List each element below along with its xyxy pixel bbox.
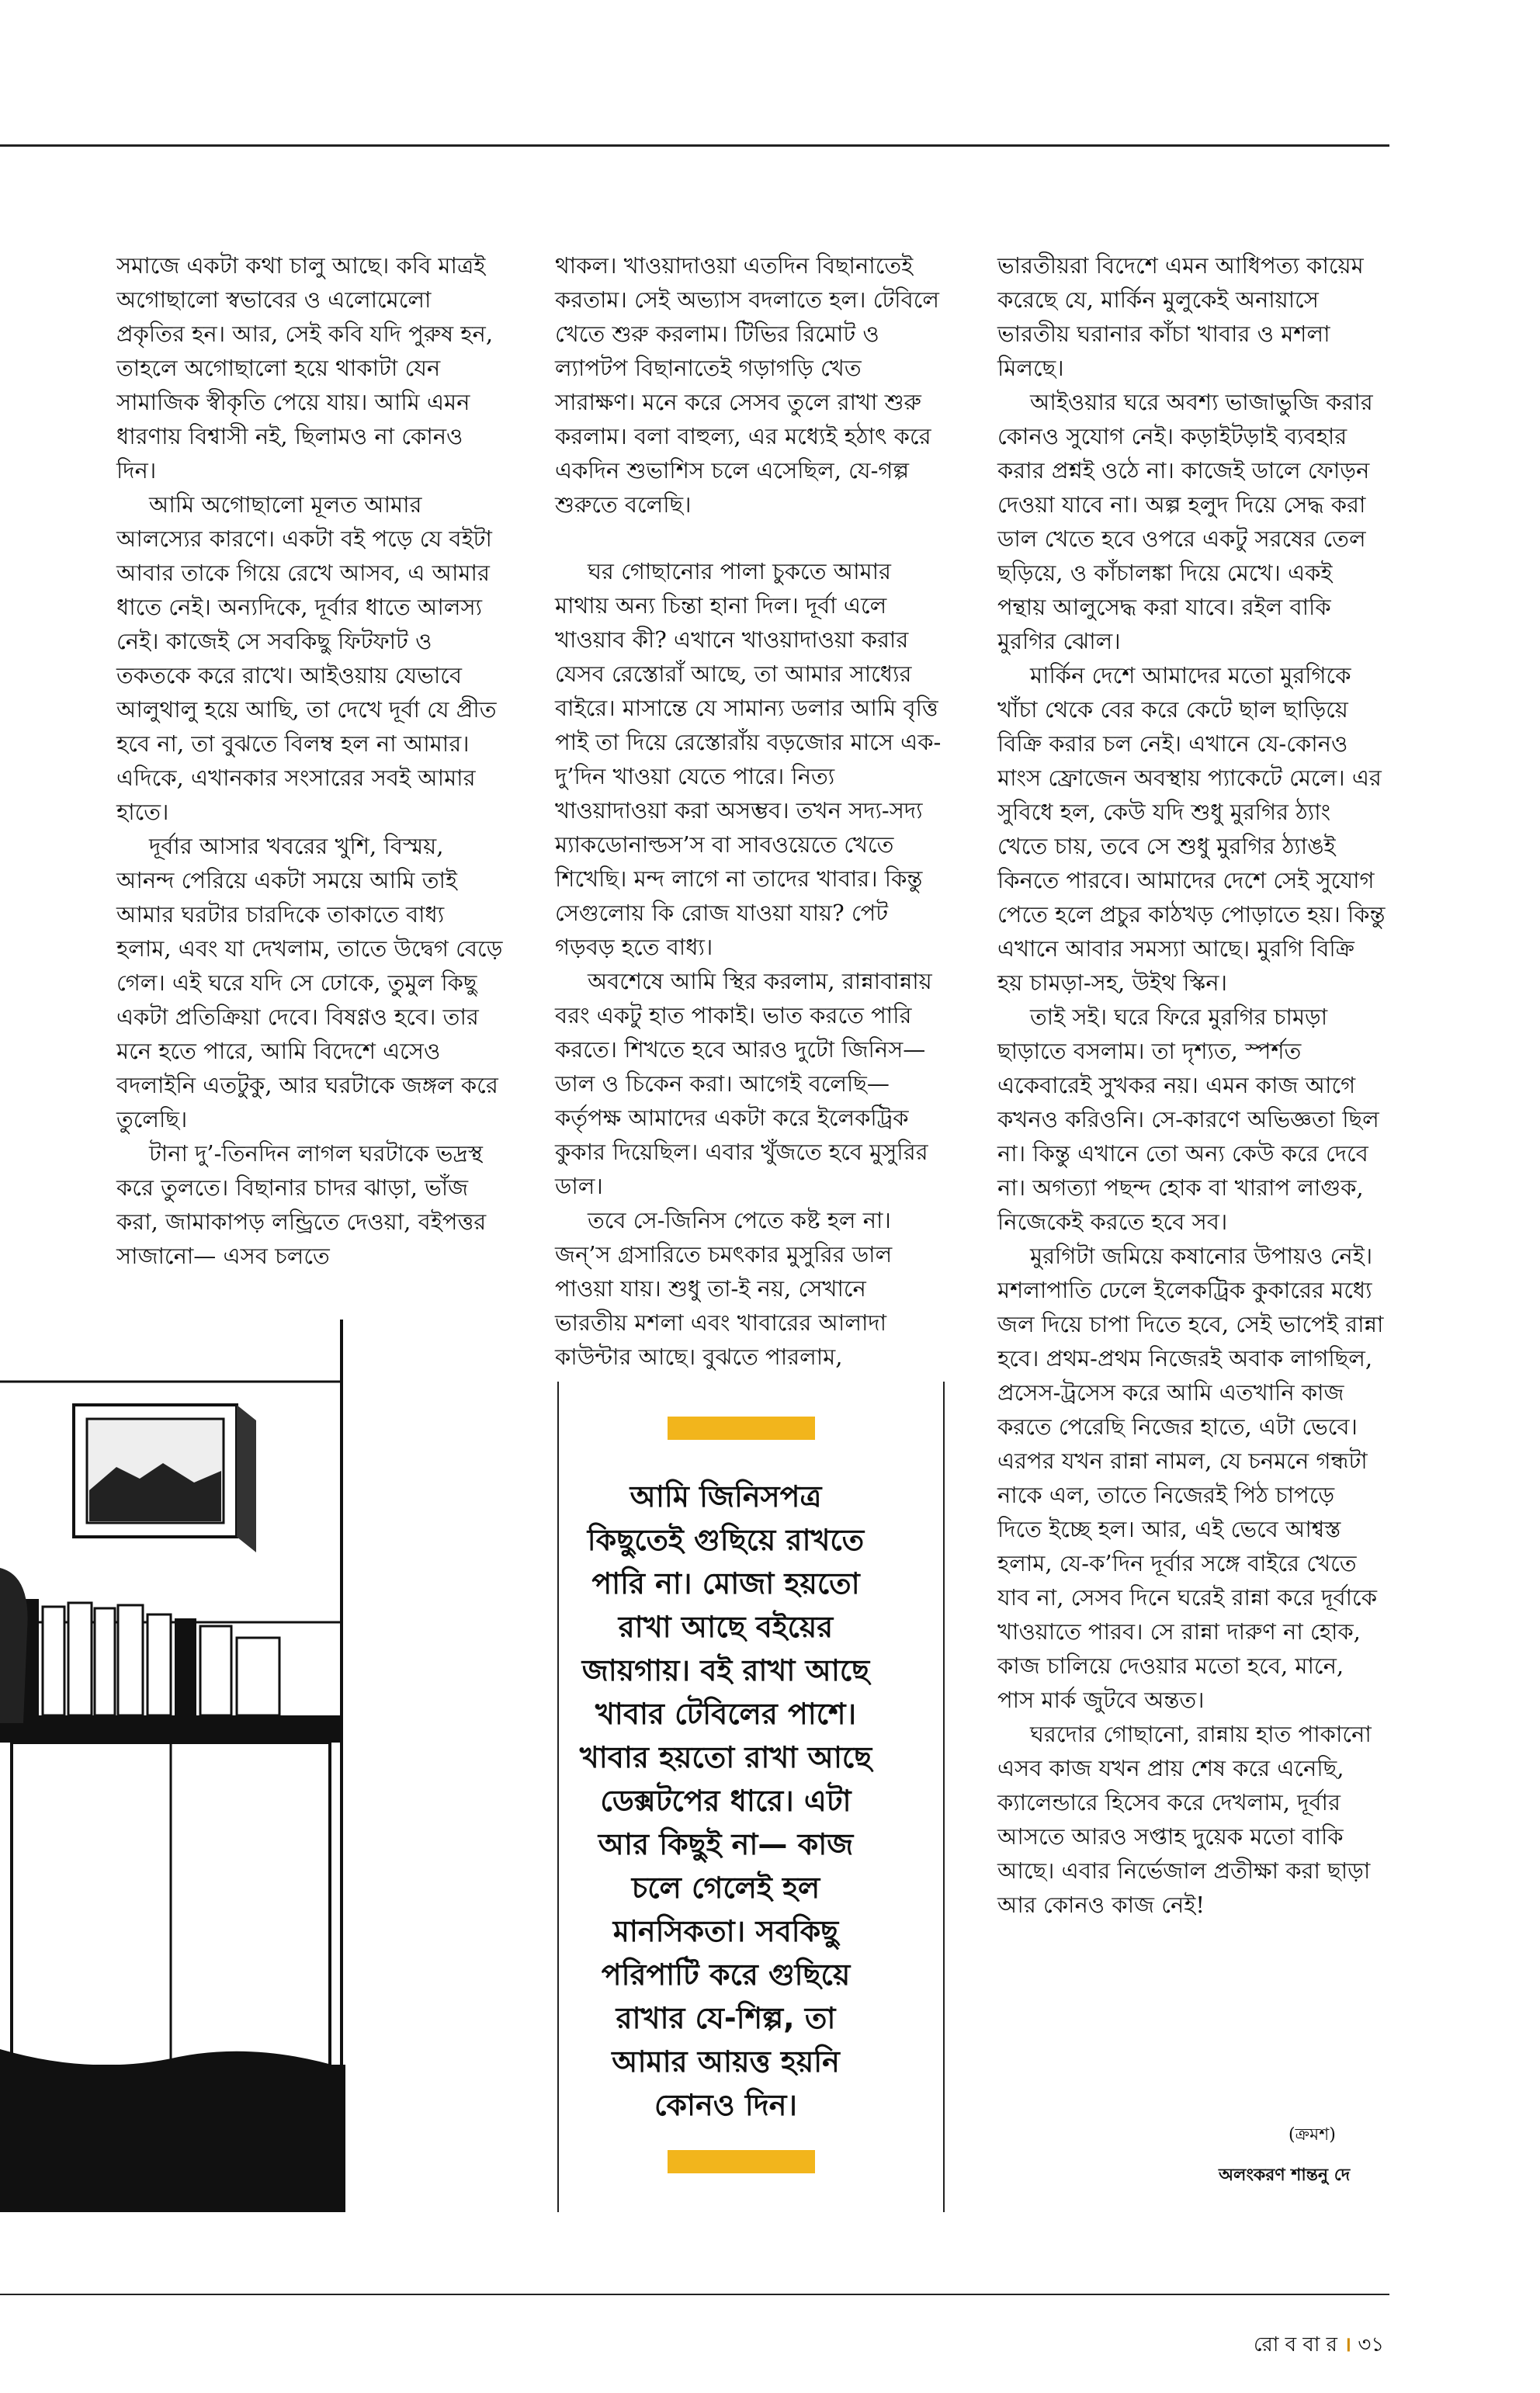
- pull-quote: আমি জিনিসপত্র কিছুতেই গুছিয়ে রাখতে পারি না। মোজা হয়তো রাখা আছে বইয়ের জায়গায়। বই রাখা আছে খাবার টেবিলের পাশে। খাবার হয়তো রাখা আছে ডেক্সটপের ধারে। এটা আর কিছুই না— কাজ চলে গেলেই হল মানসিকতা। সবকিছু পরিপাটি করে গুছিয়ে রাখার যে-শিল্প, তা আমার আয়ত্ত হয়নি কোনও দিন।: [579, 1479, 872, 2122]
- paragraph: তবে সে-জিনিস পেতে কষ্ট হল না। জন্’স গ্রসারিতে চমৎকার মুসুরির ডাল পাওয়া যায়। শুধু তা-ই নয়, সেখানে ভারতীয় মশলা এবং খাবারের আলাদা কাউন্টার আছে। বুঝতে পারলাম,: [555, 1207, 893, 1370]
- paragraph: অবশেষে আমি স্থির করলাম, রান্নাবান্নায় বরং একটু হাত পাকাই। ভাত করতে পারি করতে। শিখতে হবে আরও দুটো জিনিস— ডাল ও চিকেন করা। আগেই বলেছি— কর্তৃপক্ষ আমাদের একটা করে ইলেকট্রিক কুকার দিয়েছিল। এবার খুঁজতে হবে মুসুরির ডাল।: [555, 968, 932, 1199]
- pullquote-bottom-bar: [668, 2150, 815, 2173]
- paragraph: আইওয়ার ঘরে অবশ্য ভাজাভুজি করার কোনও সুযোগ নেই। কড়াইটড়াই ব্যবহার করার প্রশ্নই ওঠে না। কাজেই ডালে ফোড়ন দেওয়া যাবে না। অল্প হলুদ দিয়ে সেদ্ধ করা ডাল খেতে হবে ওপরে একটু সরষের তেল ছড়িয়ে, ও কাঁচালঙ্কা দিয়ে মেখে। একই পন্থায় আলুসেদ্ধ করা যাবে। রইল বাকি মুরগির ঝোল।: [997, 389, 1373, 654]
- top-rule: [0, 144, 1389, 147]
- paragraph: দূর্বার আসার খবরের খুশি, বিস্ময়, আনন্দ পেরিয়ে একটা সময়ে আমি তাই আমার ঘরটার চারদিকে তাকাতে বাধ্য হলাম, এবং যা দেখলাম, তাতে উদ্বেগ বেড়ে গেল। এই ঘরে যদি সে ঢোকে, তুমুল কিছু একটা প্রতিক্রিয়া দেবে। বিষণ্ণও হবে। তার মনে হতে পারে, আমি বিদেশে এসেও বদলাইনি এতটুকু, আর ঘরটাকে জঙ্গল করে তুলেছি।: [116, 833, 503, 1132]
- paragraph: ঘর গোছানোর পালা চুকতে আমার মাথায় অন্য চিন্তা হানা দিল। দূর্বা এলে খাওয়াব কী? এখানে খাওয়াদাওয়া করার যেসব রেস্তোরাঁ আছে, তা আমার সাধ্যের বাইরে। মাসান্তে যে সামান্য ডলার আমি বৃত্তি পাই তা দিয়ে রেস্তোরাঁয় বড়জোর মাসে এক-দু’দিন খাওয়া যেতে পারে। নিত্য খাওয়াদাওয়া করা অসম্ভব। তখন সদ্য-সদ্য ম্যাকডোনাল্ডস’স বা সাবওয়েতে খেতে শিখেছি। মন্দ লাগে না তাদের খাবার। কিন্তু সেগুলোয় কি রোজ যাওয়া যায়? পেট গড়বড় হতে বাধ্য।: [555, 558, 942, 960]
- paragraph: ঘরদোর গোছানো, রান্নায় হাত পাকানো এসব কাজ যখন প্রায় শেষ করে এনেছি, ক্যালেন্ডারে হিসেব করে দেখলাম, দূর্বার আসতে আরও সপ্তাহ দুয়েক মতো বাকি আছে। এবার নির্ভেজাল প্রতীক্ষা করা ছাড়া আর কোনও কাজ নেই!: [997, 1721, 1372, 1918]
- folio-separator: ।: [1344, 2333, 1352, 2357]
- paragraph: থাকল। খাওয়াদাওয়া এতদিন বিছানাতেই করতাম। সেই অভ্যাস বদলাতে হল। টেবিলে খেতে শুরু করলাম। টিভির রিমোট ও ল্যাপটপ বিছানাতেই গড়াগড়ি খেত সারাক্ষণ। মনে করে সেসব তুলে রাখা শুরু করলাম। বলা বাহুল্য, এর মধ্যেই হঠাৎ করে একদিন শুভাশিস চলে এসেছিল, যে-গল্প শুরুতে বলেছি।: [555, 252, 939, 518]
- article-column-2: [555, 248, 943, 1374]
- paragraph: টানা দু’-তিনদিন লাগল ঘরটাকে ভদ্রস্থ করে তুলতে। বিছানার চাদর ঝাড়া, ভাঁজ করা, জামাকাপড় লন্ড্রিতে দেওয়া, বইপত্তর সাজানো— এসব চলতে: [116, 1140, 487, 1269]
- article-column-1: [116, 248, 505, 1273]
- paragraph: তাই সই। ঘরে ফিরে মুরগির চামড়া ছাড়াতে বসলাম। তা দৃশ্যত, স্পর্শত একেবারেই সুখকর নয়। এমন কাজ আগে কখনও করিওনি। সে-কারণে অভিজ্ঞতা ছিল না। কিন্তু এখানে তো অন্য কেউ করে দেবে না। অগত্যা পছন্দ হোক বা খারাপ লাগুক, নিজেকেই করতে হবে সব।: [997, 1004, 1379, 1235]
- paragraph: ভারতীয়রা বিদেশে এমন আধিপত্য কায়েম করেছে যে, মার্কিন মুলুকেই অনায়াসে ভারতীয় ঘরানার কাঁচা খাবার ও মশলা মিলছে।: [997, 252, 1364, 381]
- paragraph: আমি অগোছালো মূলত আমার আলস্যের কারণে। একটা বই পড়ে যে বইটা আবার তাকে গিয়ে রেখে আসব, এ আমার ধাতে নেই। অন্যদিকে, দূর্বার ধাতে আলস্য নেই। কাজেই সে সবকিছু ফিটফাট ও তকতকে করে রাখে। আইওয়ায় যেভাবে আলুথালু হয়ে আছি, তা দেখে দূর্বা যে প্রীত হবে না, তা বুঝতে বিলম্ব হল না আমার। এদিকে, এখানকার সংসারের সবই আমার হাতে।: [116, 491, 497, 825]
- page-number: ৩১: [1358, 2333, 1385, 2357]
- pullquote-left-rule: [557, 1382, 559, 2212]
- paragraph: মার্কিন দেশে আমাদের মতো মুরগিকে খাঁচা থেকে বের করে কেটে ছাল ছাড়িয়ে বিক্রি করার চল নেই। এখানে যে-কোনও মাংস ফ্রোজেন অবস্থায় প্যাকেটে মেলে। এর সুবিধে হল, কেউ যদি শুধু মুরগির ঠ্যাং খেতে চায়, তবে সে শুধু মুরগির ঠ্যাঙই কিনতে পারবে। আমাদের দেশে সেই সুযোগ পেতে হলে প্রচুর কাঠখড় পোড়াতে হয়। কিন্তু এখানে আবার সমস্যা আছে। মুরগি বিক্রি হয় চামড়া-সহ, উইথ স্কিন।: [997, 662, 1386, 996]
- magazine-name: রো ব বা র: [1254, 2333, 1337, 2357]
- continued-label: (ক্রমশ): [1289, 2125, 1336, 2145]
- paragraph: মুরগিটা জমিয়ে কষানোর উপায়ও নেই। মশলাপাতি ঢেলে ইলেকট্রিক কুকারের মধ্যে জল দিয়ে চাপা দিতে হবে, সেই ভাপেই রান্না হবে। প্রথম-প্রথম নিজেরই অবাক লাগছিল, প্রসেস-ট্রসেস করে আমি এতখানি কাজ করতে পেরেছি নিজের হাতে, এটা ভেবে। এরপর যখন রান্না নামল, যে চনমনে গন্ধটা নাকে এল, তাতে নিজেরই পিঠ চাপড়ে দিতে ইচ্ছে হল। আর, এই ভেবে আশ্বস্ত হলাম, যে-ক’দিন দূর্বার সঙ্গে বাইরে খেতে যাব না, সেসব দিনে ঘরেই রান্না করে দূর্বাকে খাওয়াতে পারব। সে রান্না দারুণ না হোক, কাজ চালিয়ে দেওয়ার মতো হবে, মানে, পাস মার্ক জুটবে অন্তত।: [997, 1243, 1384, 1713]
- article-column-3: [997, 248, 1386, 1922]
- illustration-credit: অলংকরণ শান্তনু দে: [1219, 2165, 1351, 2185]
- folio: [1254, 2329, 1384, 2363]
- illustration: [0, 1320, 345, 2212]
- paragraph: সমাজে একটা কথা চালু আছে। কবি মাত্রই অগোছালো স্বভাবের ও এলোমেলো প্রকৃতির হন। আর, সেই কবি যদি পুরুষ হন, তাহলে অগোছালো হয়ে থাকাটা যেন সামাজিক স্বীকৃতি পেয়ে যায়। আমি এমন ধারণায় বিশ্বাসী নই, ছিলামও না কোনও দিন।: [116, 252, 494, 484]
- bottom-rule: [0, 2294, 1389, 2295]
- pullquote-top-bar: [668, 1417, 815, 1440]
- pullquote-right-rule: [943, 1382, 945, 2212]
